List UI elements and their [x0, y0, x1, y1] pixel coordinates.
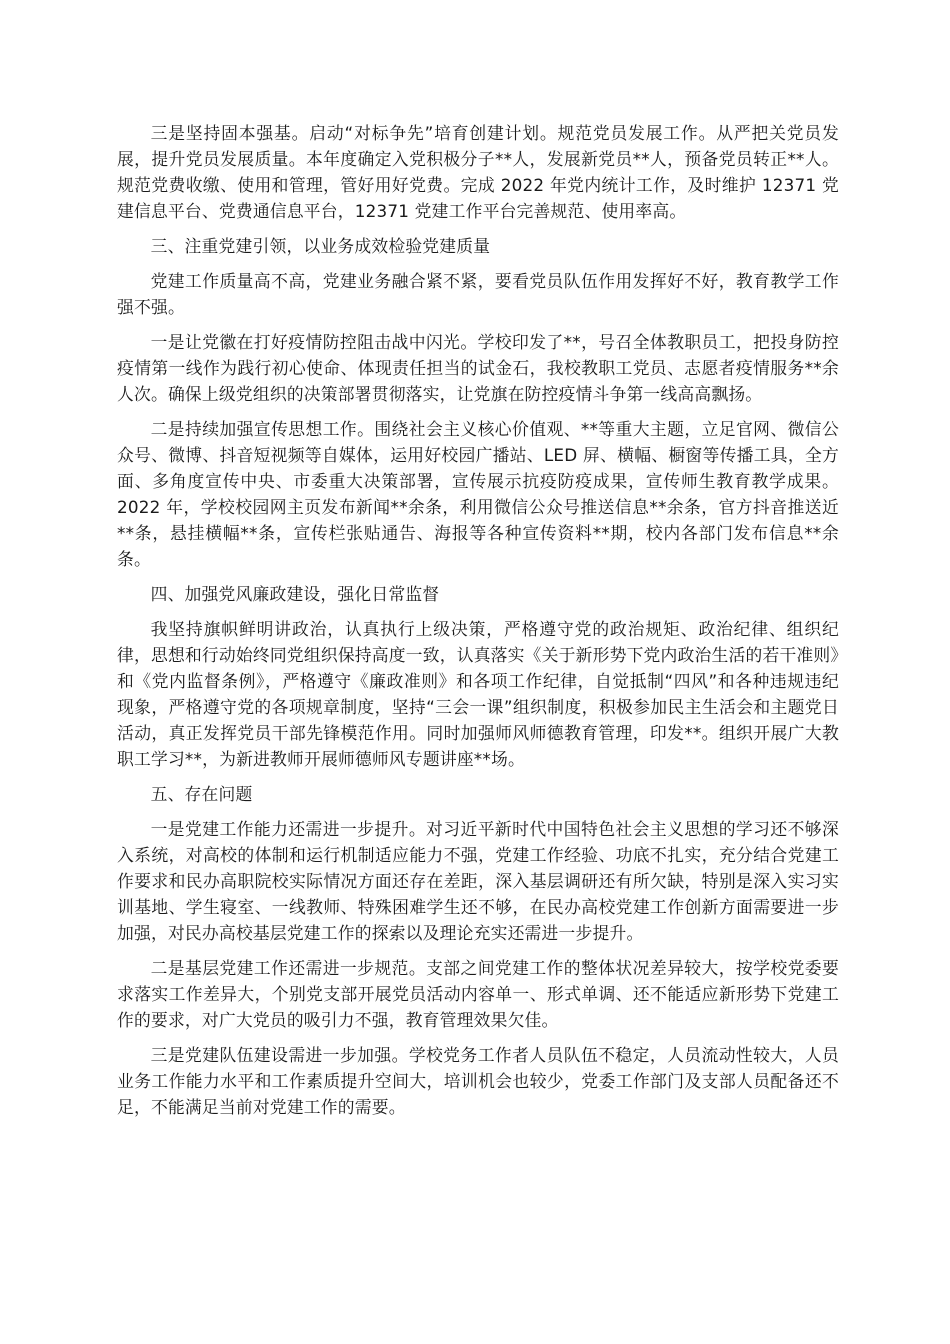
- paragraph-quality-question: 党建工作质量高不高，党建业务融合紧不紧，要看党员队伍作用发挥好不好，教育教学工作强不强。: [117, 271, 839, 317]
- paragraph-consolidate-foundation: 三是坚持固本强基。启动“对标争先”培育创建计划。规范党员发展工作。从严把关党员发展，提升党员发展质量。本年度确定入党积极分子**人，发展新党员**人，预备党员转正**人。规范党费收缴、使用和管理，管好用好党费。完成 2022 年党内统计工作，及时维护 12371 党建信息平台、党费通信息平台，12371 党建工作平台完善规范、使用率高。: [117, 123, 839, 221]
- document-page: [117, 120, 839, 1129]
- section-heading-4: 四、加强党风廉政建设，强化日常监督: [150, 584, 440, 604]
- paragraph-problem-1: 一是党建工作能力还需进一步提升。对习近平新时代中国特色社会主义思想的学习还不够深入系统，对高校的体制和运行机制适应能力不强，党建工作经验、功底不扎实，充分结合党建工作要求和民办高职院校实际情况方面还存在差距，深入基层调研还有所欠缺，特别是深入实习实训基地、学生寝室、一线教师、特殊困难学生还不够，在民办高校党建工作创新方面需要进一步加强，对民办高校基层党建工作的探索以及理论充实还需进一步提升。: [117, 819, 839, 943]
- section-heading-5: 五、存在问题: [150, 784, 253, 804]
- paragraph-problem-2: 二是基层党建工作还需进一步规范。支部之间党建工作的整体状况差异较大，按学校党委要求落实工作差异大，个别党支部开展党员活动内容单一、形式单调、还不能适应新形势下党建工作的要求，对广大党员的吸引力不强，教育管理效果欠佳。: [117, 958, 839, 1030]
- paragraph-publicity-work: 二是持续加强宣传思想工作。围绕社会主义核心价值观、**等重大主题，立足官网、微信公众号、微博、抖音短视频等自媒体，运用好校园广播站、LED 屏、横幅、橱窗等传播工具，全方面、多角度宣传中央、市委重大决策部署，宣传展示抗疫防疫成果，宣传师生教育教学成果。2022 年，学校校园网主页发布新闻**余条，利用微信公众号推送信息**余条，官方抖音推送近**条，悬挂横幅**条，宣传栏张贴通告、海报等各种宣传资料**期，校内各部门发布信息**余条。: [117, 419, 839, 569]
- paragraph-integrity-discipline: 我坚持旗帜鲜明讲政治，认真执行上级决策，严格遵守党的政治规矩、政治纪律、组织纪律，思想和行动始终同党组织保持高度一致，认真落实《关于新形势下党内政治生活的若干准则》和《党内监督条例》，严格遵守《廉政准则》和各项工作纪律，自觉抵制“四风”和各种违规违纪现象，严格遵守党的各项规章制度，坚持“三会一课”组织制度，积极参加民主生活会和主题党日活动，真正发挥党员干部先锋模范作用。同时加强师风师德教育管理，印发**。组织开展广大教职工学习**，为新进教师开展师德师风专题讲座**场。: [117, 619, 839, 769]
- paragraph-epidemic-control: 一是让党徽在打好疫情防控阻击战中闪光。学校印发了**，号召全体教职员工，把投身防控疫情第一线作为践行初心使命、体现责任担当的试金石，我校教职工党员、志愿者疫情服务**余人次。确保上级党组织的决策部署贯彻落实，让党旗在防控疫情斗争第一线高高飘扬。: [117, 332, 839, 404]
- section-heading-3: 三、注重党建引领，以业务成效检验党建质量: [150, 236, 491, 256]
- paragraph-problem-3: 三是党建队伍建设需进一步加强。学校党务工作者人员队伍不稳定，人员流动性较大，人员业务工作能力水平和工作素质提升空间大，培训机会也较少，党委工作部门及支部人员配备还不足，不能满足当前对党建工作的需要。: [117, 1045, 839, 1117]
